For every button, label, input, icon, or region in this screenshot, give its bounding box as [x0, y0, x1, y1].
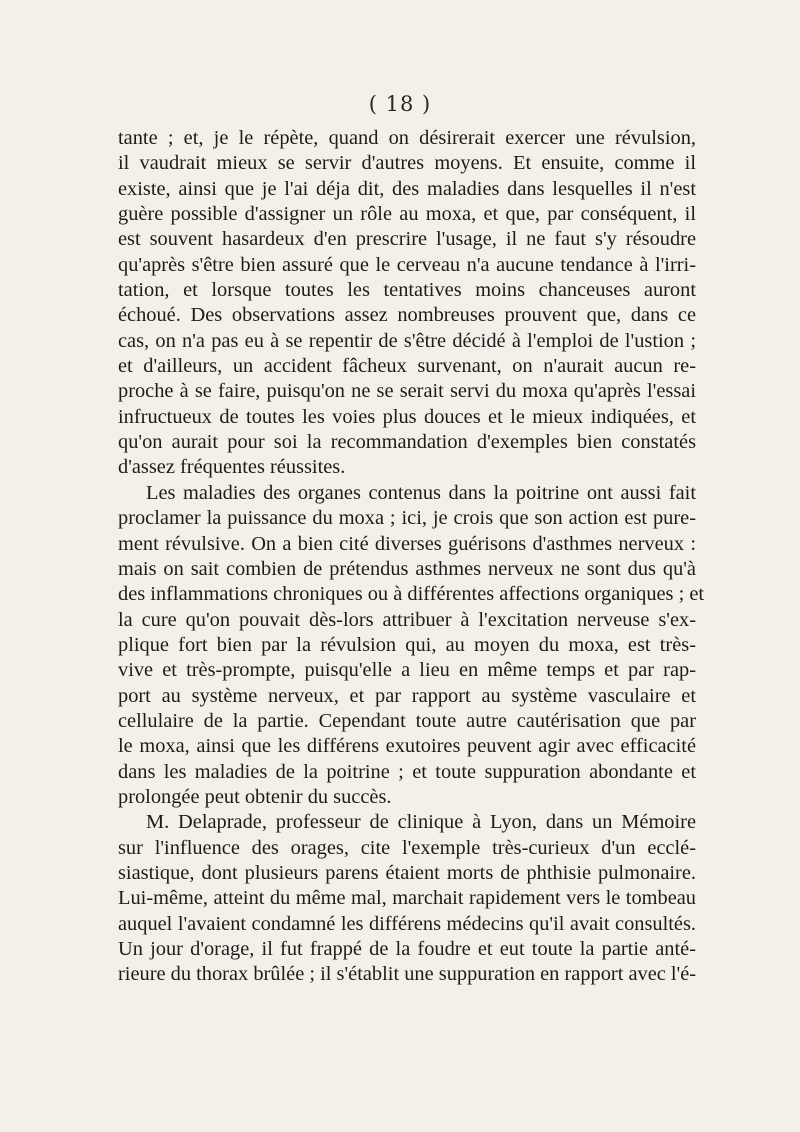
text-line: ment révulsive. On a bien cité diverses guérisons d'asthmes nerveux :: [118, 532, 696, 555]
text-line: Lui-même, atteint du même mal, marchait rapidement vers le tombeau: [118, 887, 696, 910]
text-line: échoué. Des observations assez nombreuses prouvent que, dans ce: [118, 304, 696, 327]
text-line: existe, ainsi que je l'ai déja dit, des maladies dans lesquelles il n'est: [118, 177, 696, 200]
page-number: ( 18 ): [368, 92, 432, 116]
text-line: M. Delaprade, professeur de clinique à Lyon, dans un Mémoire: [146, 811, 696, 834]
text-line: qu'après s'être bien assuré que le cerveau n'a aucune tendance à l'irri-: [118, 253, 696, 276]
text-line: des inflammations chroniques ou à différentes affections organiques ; et: [118, 583, 705, 606]
text-line: cellulaire de la partie. Cependant toute autre cautérisation que par: [118, 709, 696, 732]
text-line: Les maladies des organes contenus dans la poitrine ont aussi fait: [146, 481, 696, 504]
text-line: est souvent hasardeux d'en prescrire l'usage, il ne faut s'y résoudre: [118, 228, 696, 251]
text-line: tante ; et, je le répète, quand on désirerait exercer une révulsion,: [118, 127, 696, 149]
text-line: sur l'influence des orages, cite l'exemple très-curieux d'un ecclé-: [118, 836, 696, 859]
text-line: proclamer la puissance du moxa ; ici, je crois que son action est pure-: [118, 507, 696, 530]
text-line: cas, on n'a pas eu à se repentir de s'être décidé à l'emploi de l'ustion ;: [118, 329, 696, 352]
text-line: dans les maladies de la poitrine ; et toute suppuration abondante et: [118, 760, 696, 783]
text-line: siastique, dont plusieurs parens étaient morts de phthisie pulmonaire.: [118, 861, 696, 884]
text-line: la cure qu'on pouvait dès-lors attribuer à l'excitation nerveuse s'ex-: [118, 608, 696, 631]
text-line: port au système nerveux, et par rapport au système vasculaire et: [118, 684, 696, 707]
text-line: et d'ailleurs, un accident fâcheux survenant, on n'aurait aucun re-: [118, 355, 696, 378]
text-line: rieure du thorax brûlée ; il s'établit une suppuration en rapport avec l'é-: [118, 963, 697, 986]
text-line: mais on sait combien de prétendus asthmes nerveux ne sont dus qu'à: [118, 557, 696, 580]
text-line: plique fort bien par la révulsion qui, au moyen du moxa, est très-: [118, 633, 696, 656]
body-text: [118, 126, 705, 988]
text-line: il vaudrait mieux se servir d'autres moyens. Et ensuite, comme il: [118, 152, 696, 175]
text-line: vive et très-prompte, puisqu'elle a lieu en même temps et par rap-: [118, 659, 696, 682]
text-line: le moxa, ainsi que les différens exutoires peuvent agir avec efficacité: [118, 735, 696, 758]
text-line: infructueux de toutes les voies plus douces et le mieux indiquées, et: [118, 405, 696, 428]
text-line: d'assez fréquentes réussites.: [118, 456, 346, 479]
text-line: qu'on aurait pour soi la recommandation d'exemples bien constatés: [118, 431, 696, 454]
text-line: auquel l'avaient condamné les différens médecins qu'il avait consultés.: [118, 912, 696, 935]
text-line: tation, et lorsque toutes les tentatives moins chanceuses auront: [118, 279, 696, 302]
text-line: proche à se faire, puisqu'on ne se serait servi du moxa qu'après l'essai: [118, 380, 696, 403]
text-line: guère possible d'assigner un rôle au moxa, et que, par conséquent, il: [118, 203, 696, 226]
text-line: Un jour d'orage, il fut frappé de la foudre et eut toute la partie anté-: [118, 938, 696, 960]
text-line: prolongée peut obtenir du succès.: [118, 785, 392, 808]
